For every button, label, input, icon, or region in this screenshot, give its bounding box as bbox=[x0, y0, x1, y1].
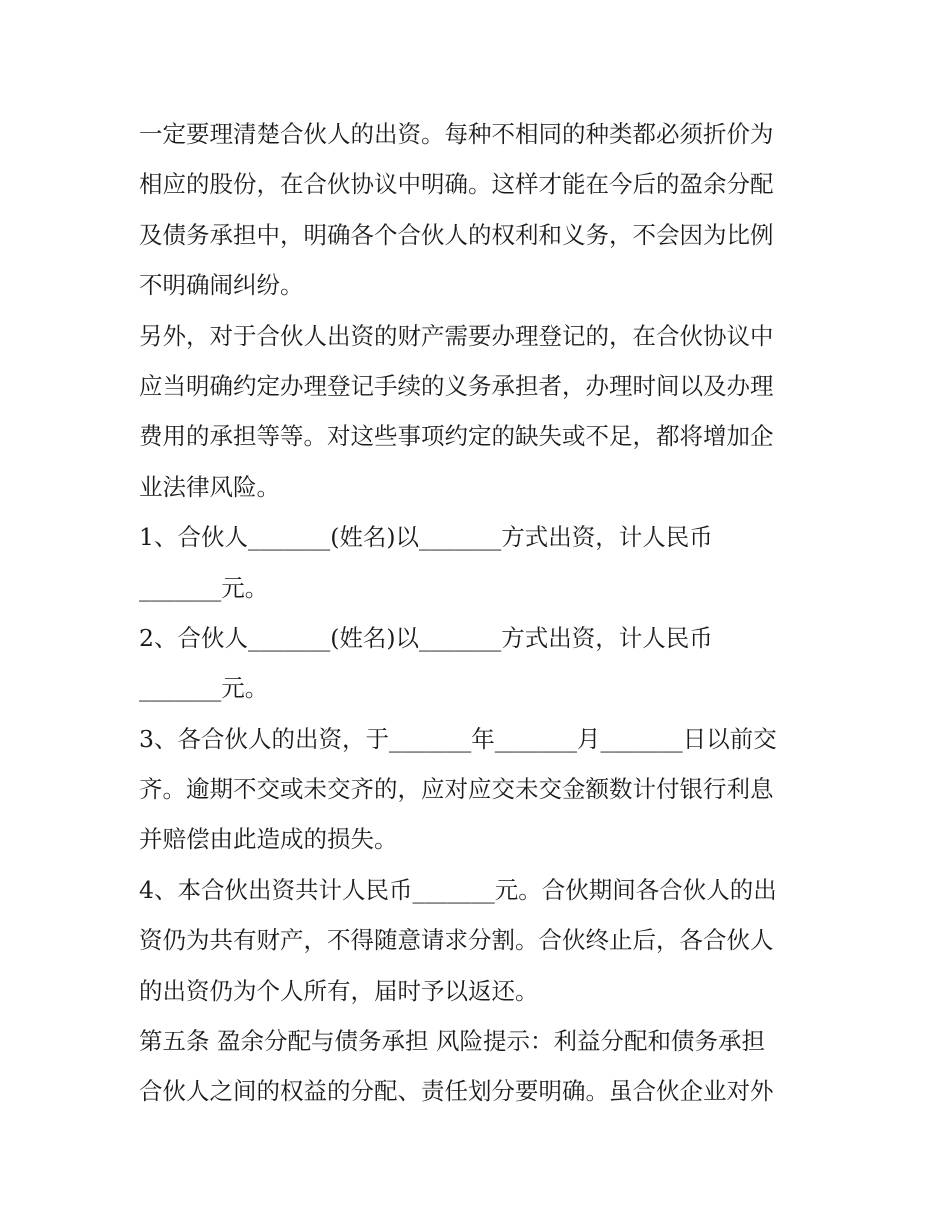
clause-line: 资仍为共有财产，不得随意请求分割。合伙终止后，各合伙人 bbox=[139, 926, 774, 955]
clause-line: _______元。 bbox=[139, 573, 269, 602]
clause-line: _______元。 bbox=[139, 674, 269, 703]
clause-line: 2、合伙人_______(姓名)以_______方式出资，计人民币 bbox=[139, 623, 713, 652]
paragraph-line: 一定要理清楚合伙人的出资。每种不相同的种类都必须折价为 bbox=[139, 120, 774, 148]
paragraph-line: 相应的股份，在合伙协议中明确。这样才能在今后的盈余分配 bbox=[139, 170, 774, 199]
clause-line: 4、本合伙出资共计人民币_______元。合伙期间各合伙人的出 bbox=[139, 875, 777, 904]
paragraph-line: 合伙人之间的权益的分配、责任划分要明确。虽合伙企业对外 bbox=[139, 1077, 774, 1106]
clause-line: 的出资仍为个人所有，届时予以返还。 bbox=[139, 976, 539, 1005]
article-heading-line: 第五条 盈余分配与债务承担 风险提示：利益分配和债务承担 bbox=[139, 1027, 765, 1056]
paragraph-line: 另外，对于合伙人出资的财产需要办理登记的，在合伙协议中 bbox=[139, 321, 774, 350]
clause-line: 并赔偿由此造成的损失。 bbox=[139, 825, 398, 854]
clause-line: 1、合伙人_______(姓名)以_______方式出资，计人民币 bbox=[139, 523, 713, 552]
document-body bbox=[139, 109, 819, 1117]
paragraph-line: 业法律风险。 bbox=[139, 472, 280, 501]
clause-line: 3、各合伙人的出资，于_______年_______月_______日以前交 bbox=[139, 724, 777, 753]
paragraph-line: 不明确闹纠纷。 bbox=[139, 271, 304, 300]
paragraph-line: 应当明确约定办理登记手续的义务承担者，办理时间以及办理 bbox=[139, 371, 774, 400]
paragraph-line: 及债务承担中，明确各个合伙人的权利和义务，不会因为比例 bbox=[139, 220, 774, 249]
clause-line: 齐。逾期不交或未交齐的，应对应交未交金额数计付银行利息 bbox=[139, 775, 774, 804]
paragraph-line: 费用的承担等等。对这些事项约定的缺失或不足，都将增加企 bbox=[139, 422, 774, 451]
